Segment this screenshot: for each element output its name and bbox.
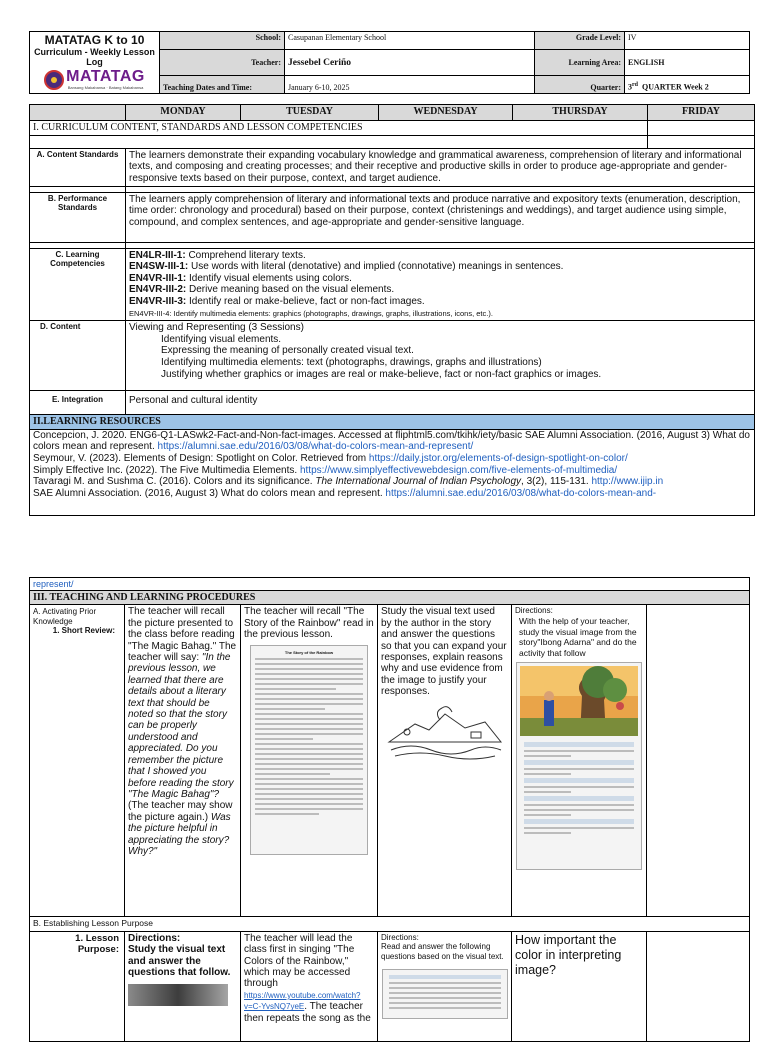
friday-purpose-cell [647, 931, 750, 1041]
youtube-link[interactable]: https://www.youtube.com/watch?v=C-YvsNQ7yeE [244, 990, 361, 1012]
section-3-title: III. TEACHING AND LEARNING PROCEDURES [30, 591, 750, 605]
quarter-value: 3rd QUARTER Week 2 [625, 76, 750, 94]
wednesday-review-cell: Study the visual text used by the author in the story and answer the questions so that you can expand your responses, explain reasons why and use evidence from the image to justify your responses. [378, 605, 512, 917]
ibong-adarna-illustration-icon [520, 666, 638, 736]
logo-subtitle: Curriculum - Weekly Lesson Log [34, 47, 155, 67]
resource-item: Seymour, V. (2023). Elements of Design: Spotlight on Color. Retrieved from https://daily.jstor.org/elements-of-design-spotlight-on-color/ [33, 452, 628, 464]
competency-item: EN4VR-III-1: Identify visual elements using colors. [129, 272, 352, 284]
resource-link[interactable]: http://www.ijip.in [591, 476, 664, 488]
day-header-tuesday: TUESDAY [241, 105, 379, 121]
logo-title: MATATAG K to 10 [44, 33, 145, 47]
quarter-label: Quarter: [535, 76, 625, 94]
competency-item: EN4SW-III-1: Use words with literal (denotative) and implied (connotative) meanings in sentences. [129, 261, 564, 273]
section-2-title: II.LEARNING RESOURCES [30, 415, 755, 430]
resource-link[interactable]: https://www.simplyeffectivewebdesign.com/five-elements-of-multimedia/ [299, 464, 618, 476]
resource-link[interactable]: https://daily.jstor.org/elements-of-design-spotlight-on-color/ [368, 452, 628, 464]
activating-prior-knowledge-label: A. Activating Prior Knowledge 1. Short Review: [30, 605, 125, 917]
thursday-purpose-cell: How important the color in interpreting image? [512, 931, 647, 1041]
dates-value: January 6-10, 2025 [285, 76, 535, 94]
corner-cell [30, 105, 126, 121]
section-b-title: B. Establishing Lesson Purpose [30, 917, 750, 931]
area-label: Learning Area: [535, 50, 625, 76]
integration-text: Personal and cultural identity [126, 391, 755, 415]
resource-item: Tavaragi M. and Sushma C. (2016). Colors and its significance. The International Journal of Indian Psychology, 3(2), 115-131. http://www.ijip.in [33, 476, 664, 488]
area-value: ENGLISH [625, 50, 750, 76]
day-header-monday: MONDAY [126, 105, 241, 121]
story-page-thumbnail: The Story of the Rainbow [250, 645, 368, 855]
learning-competencies-label: C. Learning Competencies [30, 248, 126, 321]
photo-thumbnail [128, 984, 228, 1006]
resource-item: SAE Alumni Association. (2016, August 3) What do colors mean and represent. https://alumni.sae.edu/2016/03/08/what-do-colors-mean-and- [33, 487, 657, 499]
tuesday-review-cell: The teacher will recall "The Story of the Rainbow" read in the previous lesson. The Story of the Rainbow [241, 605, 378, 917]
lesson-log-table [29, 104, 755, 516]
tuesday-purpose-cell: The teacher will lead the class first in singing "The Colors of the Rainbow," which may be accessed through https://www.youtube.com/watch?v=C-YvsNQ7yeE. The teacher then repeats the song as the [241, 931, 378, 1041]
logo-block [30, 32, 160, 94]
brand-name: MATATAG [66, 68, 145, 85]
carry-over-link[interactable]: represent/ [33, 579, 74, 589]
school-label: School: [160, 32, 285, 50]
competency-item: EN4LR-III-1: Comprehend literary texts. [129, 249, 306, 261]
lesson-purpose-label: 1. Lesson Purpose: [30, 931, 125, 1041]
landscape-drawing-icon [385, 702, 505, 764]
school-value: Casupanan Elementary School [285, 32, 535, 50]
dates-label: Teaching Dates and Time: [160, 76, 285, 94]
performance-standards-label: B. Performance Standards [30, 192, 126, 242]
day-header-wednesday: WEDNESDAY [379, 105, 513, 121]
competency-item: EN4VR-III-2: Derive meaning based on the visual elements. [129, 284, 395, 296]
resource-item: Concepcion, J. 2020. ENG6-Q1-LASwk2-Fact-and-Non-fact-images. Accessed at fliphtml5.com/tkihk/iety/basic SAE Alumni Association. (2016, August 3) What do colors mean and represent. https://alumni.sae.edu/2016/03/08/what-do-colors-mean-and-represent/ [33, 429, 750, 453]
friday-review-cell [647, 605, 750, 917]
grade-label: Grade Level: [535, 32, 625, 50]
grade-value: IV [625, 32, 750, 50]
short-review-label: 1. Short Review: [52, 626, 115, 636]
content-label: D. Content [30, 321, 126, 391]
learning-resources-list [30, 429, 755, 515]
learning-competencies-list [126, 248, 755, 321]
matatag-logo [32, 69, 157, 90]
performance-standards-text: The learners apply comprehension of literary and informational texts and produce narrative and expository texts (enumeration, description, time order: chronology and procedural) based on their purpose, context (christenings and weddings), and target audience using simple, compound, and complex sentences, and age-appropriate and gender-sensitive language. [126, 192, 755, 242]
header-table [29, 31, 750, 94]
ibong-adarna-worksheet [516, 662, 642, 870]
integration-label: E. Integration [30, 391, 126, 415]
deped-seal-icon [44, 70, 64, 90]
content-standards-label: A. Content Standards [30, 148, 126, 186]
monday-purpose-cell: Directions: Study the visual text and answer the questions that follow. [125, 931, 241, 1041]
brand-tagline: Bansang Makabansa · Batang Makabansa [67, 85, 144, 90]
day-header-friday: FRIDAY [648, 105, 755, 121]
resource-item: Simply Effective Inc. (2022). The Five Multimedia Elements. https://www.simplyeffectivewebdesign.com/five-elements-of-multimedia/ [33, 464, 618, 476]
section-1-title: I. CURRICULUM CONTENT, STANDARDS AND LESSON COMPETENCIES [30, 121, 648, 136]
competency-item: EN4VR-III-3: Identify real or make-believe, fact or non-fact images. [129, 295, 425, 307]
monday-review-cell: The teacher will recall the picture presented to the class before reading "The Magic Bahag." The teacher will say: "In the previous lesson, we learned that there are details about a literary text that should be noted so that the story can be properly understood and appreciated. Do you remember the picture that I showed you before reading the story "The Magic Bahag"? (The teacher may show the picture again.) Was the picture helpful in appreciating the story? Why?" [125, 605, 241, 917]
competency-item: EN4VR-III-4: Identify multimedia elements: graphics (photographs, drawings, graphs, illustrations, icons, etc.). [129, 308, 493, 318]
teacher-label: Teacher: [160, 50, 285, 76]
day-header-thursday: THURSDAY [513, 105, 648, 121]
thursday-review-cell: Directions: With the help of your teacher, study the visual image from the story"Ibong Adarna" and do the activity that follow [512, 605, 647, 917]
content-standards-text: The learners demonstrate their expanding vocabulary knowledge and grammatical awareness, comprehension of literary and informational texts, and composing and creating processes; and their receptive and productive skills in order to produce age-appropriate and gender-responsive texts based on their purpose, context, and target audience. [126, 148, 755, 186]
questions-worksheet-thumbnail [382, 969, 508, 1019]
procedures-table [29, 577, 750, 1042]
resource-link[interactable]: https://alumni.sae.edu/2016/03/08/what-do-colors-mean-and- [385, 487, 657, 499]
wednesday-purpose-cell: Directions: Read and answer the following questions based on the visual text. [378, 931, 512, 1041]
teacher-value: Jessebel Ceriño [285, 50, 535, 76]
content-text: Viewing and Representing (3 Sessions) Identifying visual elements. Expressing the meaning of personally created visual text. Identifying multimedia elements: text (photographs, drawings, graphs and illustrations) Justifying whether graphics or images are real or make-believe, fact or non-fact graphics or images. [126, 321, 755, 391]
resource-link[interactable]: https://alumni.sae.edu/2016/03/08/what-do-colors-mean-and-represent/ [157, 441, 474, 453]
